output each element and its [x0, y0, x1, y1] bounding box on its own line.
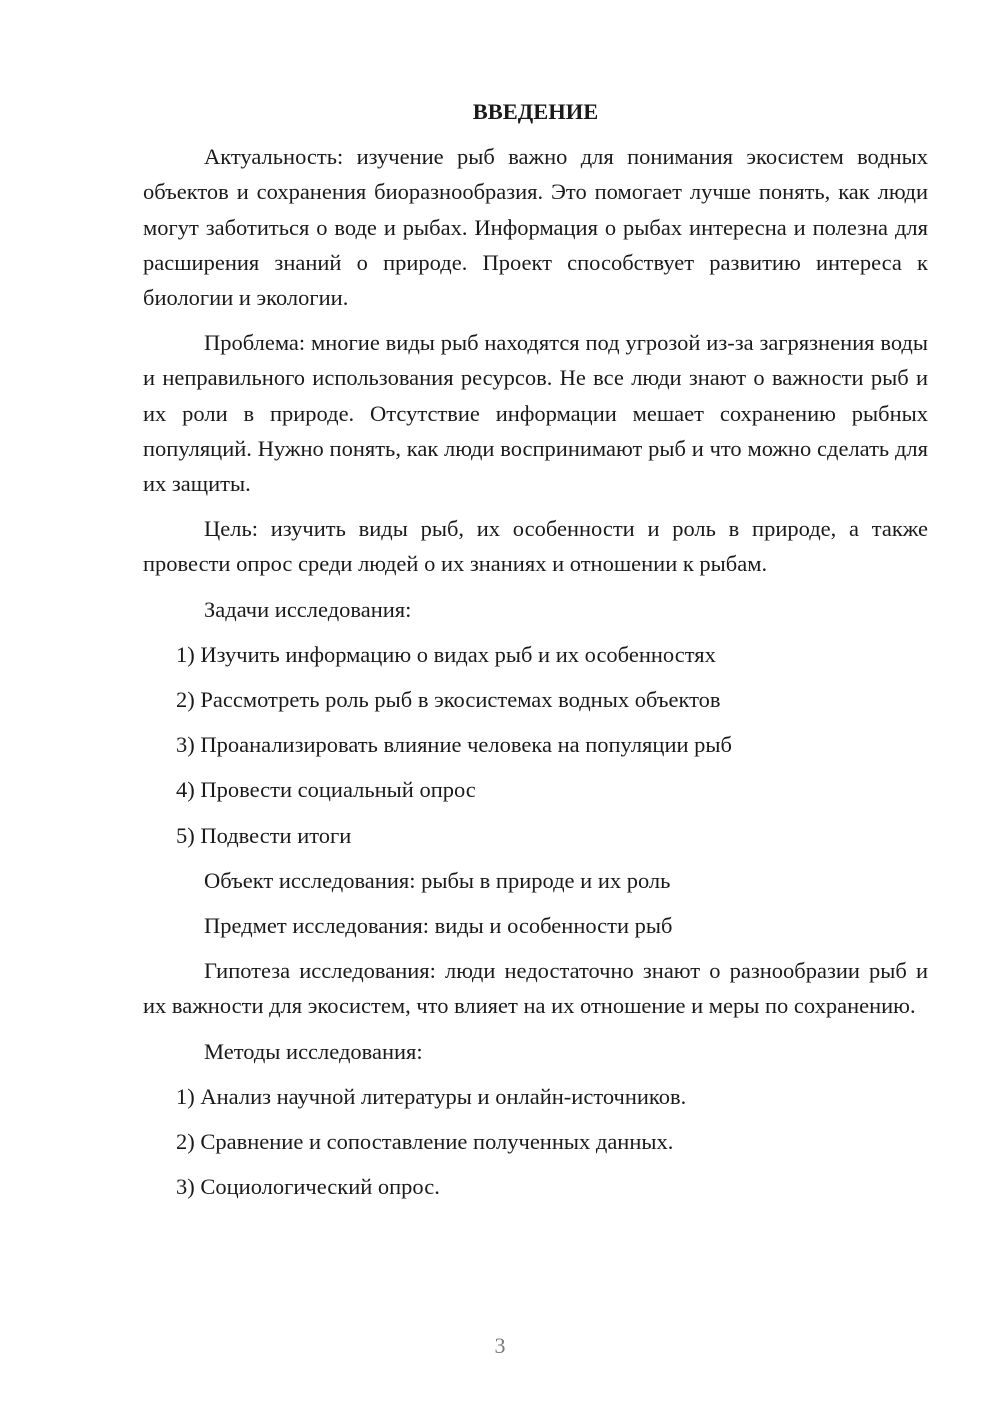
method-item: 3) Социологический опрос. — [176, 1174, 440, 1200]
method-item: 1) Анализ научной литературы и онлайн-источников. — [176, 1083, 687, 1109]
page-number: 3 — [494, 1333, 506, 1358]
relevance-paragraph: Актуальность: изучение рыб важно для понимания экосистем водных объектов и сохранения биоразнообразия. Это помогает лучше понять, как люди могут заботиться о воде и рыбах. Информация о рыбах интересна и полезна для расширения знаний о природе. Проект способствует развитию интереса к биологии и экологии. — [143, 144, 928, 311]
section-title: ВВЕДЕНИЕ — [472, 99, 599, 124]
subject-line: Предмет исследования: виды и особенности рыб — [204, 913, 673, 939]
methods-list — [143, 1079, 928, 1205]
task-item: 4) Провести социальный опрос — [176, 777, 476, 803]
methods-heading: Методы исследования: — [204, 1038, 423, 1064]
task-item: 5) Подвести итоги — [176, 822, 352, 848]
task-item: 3) Проанализировать влияние человека на популяции рыб — [176, 732, 732, 758]
page-content — [143, 94, 928, 1214]
task-item: 2) Рассмотреть роль рыб в экосистемах водных объектов — [176, 687, 721, 713]
tasks-list — [143, 637, 928, 853]
goal-paragraph: Цель: изучить виды рыб, их особенности и роль в природе, а также провести опрос среди людей о их знаниях и отношении к рыбам. — [143, 516, 928, 577]
problem-paragraph: Проблема: многие виды рыб находятся под угрозой из-за загрязнения воды и неправильного использования ресурсов. Не все люди знают о важности рыб и их роли в природе. Отсутствие информации мешает сохранению рыбных популяций. Нужно понять, как люди воспринимают рыб и что можно сделать для их защиты. — [143, 330, 928, 497]
method-item: 2) Сравнение и сопоставление полученных данных. — [176, 1129, 674, 1155]
object-line: Объект исследования: рыбы в природе и их роль — [204, 867, 671, 893]
hypothesis-paragraph: Гипотеза исследования: люди недостаточно знают о разнообразии рыб и их важности для экосистем, что влияет на их отношение и меры по сохранению. — [143, 958, 928, 1019]
task-item: 1) Изучить информацию о видах рыб и их особенностях — [176, 641, 716, 667]
tasks-heading: Задачи исследования: — [204, 596, 412, 622]
